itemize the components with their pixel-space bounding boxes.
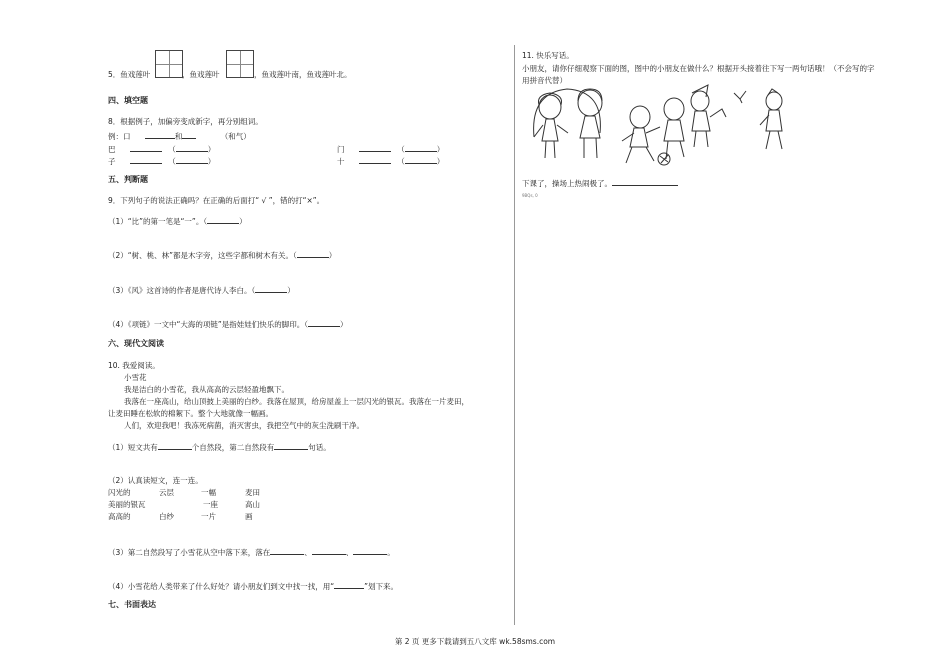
q9-statement-2 — [108, 249, 336, 261]
match-1d[interactable]: 麦田 — [245, 488, 260, 497]
q10-sub-1 — [108, 441, 331, 453]
q11-instructions-line-2: 用拼音代替） — [522, 76, 567, 85]
q9-s4-answer[interactable] — [308, 318, 340, 327]
q8-blank-shi[interactable] — [359, 155, 391, 164]
q5-part3: ，鱼戏莲叶南，鱼戏莲叶北。 — [254, 70, 352, 79]
q8-paren-close: ） — [207, 157, 216, 166]
q8-char-men: 门 — [337, 145, 345, 154]
match-2a[interactable]: 美丽的银瓦 — [108, 500, 146, 509]
q8-row-1-left — [108, 143, 215, 155]
q10-s3-end: 。 — [387, 548, 395, 557]
q11-writing-start: 下课了，操场上热闹极了。 — [522, 179, 612, 188]
q11-writing-prompt — [522, 177, 678, 189]
q8-word-shi[interactable] — [405, 155, 437, 164]
match-3c[interactable]: 一片 — [201, 512, 216, 521]
q10-s1-blank-2[interactable] — [274, 441, 308, 450]
q9-s3-answer[interactable] — [255, 284, 287, 293]
q8-row-2-left — [108, 155, 215, 167]
passage-title: 小雪花 — [124, 373, 147, 382]
q11-instructions-line-1: 小朋友，请你仔细观察下面的图，图中的小朋友在做什么？根据开头接着往下写一两句话哦！（不会写的字 — [522, 64, 875, 73]
q10-s4-a: （4）小雪花给人类带来了什么好处？请小朋友们到文中找一找，用“ — [108, 582, 335, 591]
char-grid-box-1[interactable] — [155, 50, 183, 78]
q8-blank-zi[interactable] — [130, 155, 162, 164]
q8-word-ba[interactable] — [176, 143, 208, 152]
match-3a[interactable]: 高高的 — [108, 512, 131, 521]
q9-stem: 9．下列句子的说法正确吗？在正确的后面打“ √ ”，错的打“×”。 — [108, 196, 325, 205]
q10-stem: 10. 我爱阅读。 — [108, 361, 160, 370]
char-grid-box-2[interactable] — [226, 50, 254, 78]
section-7-heading: 七、书面表达 — [108, 600, 156, 609]
q10-sub-3 — [108, 546, 395, 558]
q9-s1-text: （1）“比”的第一笔是“一”。（ — [108, 217, 208, 226]
q10-s1-c: 句话。 — [308, 443, 331, 452]
q8-word-men[interactable] — [405, 143, 437, 152]
q10-s3-blank-2[interactable] — [312, 546, 346, 555]
q10-s3-sep-2: 、 — [345, 548, 354, 557]
q10-s4-blank[interactable] — [334, 580, 364, 589]
q8-char-zi: 子 — [108, 157, 116, 166]
q9-s3-close: ） — [287, 286, 295, 295]
q11-tiny-note: 9BQs, 0 — [522, 193, 538, 198]
q10-s4-b: ”划下来。 — [364, 582, 399, 591]
q8-blank-ba[interactable] — [130, 143, 162, 152]
q8-paren-close: ） — [436, 145, 445, 154]
q8-example-paren: （和气） — [220, 132, 251, 141]
q11-writing-blank[interactable] — [612, 177, 678, 186]
q10-s3-blank-1[interactable] — [270, 546, 304, 555]
q5-part2: ，鱼戏莲叶 — [182, 70, 220, 79]
q8-paren-open: （ — [168, 157, 176, 166]
q9-s2-close: ） — [328, 251, 337, 260]
match-2c[interactable]: 高山 — [245, 500, 260, 509]
q10-s3-sep-1: 、 — [304, 548, 312, 557]
q10-sub-2: （2）认真读短文，连一连。 — [108, 476, 203, 485]
q8-example-blank — [145, 130, 175, 139]
children-playing-illustration — [522, 83, 787, 168]
q9-s2-answer[interactable] — [297, 249, 329, 258]
match-1a[interactable]: 闪光的 — [108, 488, 131, 497]
q9-s3-text: （3）《风》这首诗的作者是唐代诗人李白。（ — [108, 286, 256, 295]
q8-paren-open: （ — [397, 145, 405, 154]
q8-paren-close: ） — [436, 157, 445, 166]
section-4-heading: 四、填空题 — [108, 96, 148, 105]
q5-part1: 5．鱼戏莲叶 — [108, 70, 151, 79]
passage-para-2-line-1: 我落在一座高山，给山顶披上美丽的白纱。我落在屋顶，给房屋盖上一层闪光的银瓦。我落在一片麦田， — [124, 397, 469, 406]
match-1c[interactable]: 一幅 — [201, 488, 216, 497]
q10-s3-blank-3[interactable] — [353, 546, 387, 555]
q8-paren-close: ） — [207, 145, 216, 154]
q8-stem: 8．根据例子，加偏旁变成新字，再分别组词。 — [108, 117, 263, 126]
q9-statement-3 — [108, 284, 295, 296]
section-5-heading: 五、判断题 — [108, 175, 148, 184]
column-divider — [514, 45, 515, 625]
q9-s2-text: （2）“树、桃、林”都是木字旁，这些字都和树木有关。（ — [108, 251, 297, 260]
passage-para-1: 我是洁白的小雪花，我从高高的云层轻盈地飘下。 — [124, 385, 289, 394]
q8-example-blank-2 — [182, 130, 196, 139]
q9-s1-close: ） — [239, 217, 247, 226]
passage-para-3: 人们，欢迎我吧！我冻死病菌，消灭害虫，我把空气中的灰尘洗刷干净。 — [124, 421, 364, 430]
passage-para-2-line-2: 让麦田睡在松软的棉絮下。整个大地就像一幅画。 — [108, 409, 273, 418]
q9-statement-4 — [108, 318, 348, 330]
q9-s1-answer[interactable] — [207, 215, 239, 224]
match-1b[interactable]: 云层 — [159, 488, 174, 497]
q10-s1-blank-1[interactable] — [158, 441, 192, 450]
section-6-heading: 六、现代文阅读 — [108, 339, 164, 348]
q11-stem: 11. 快乐写话。 — [522, 51, 574, 60]
q9-statement-1 — [108, 215, 247, 227]
q8-row-1-right — [337, 143, 444, 155]
q8-blank-men[interactable] — [359, 143, 391, 152]
q8-char-ba: 巴 — [108, 145, 116, 154]
q10-s1-a: （1）短文共有 — [108, 443, 158, 452]
q9-s4-text: （4）《项链》一文中“大海的项链”是指娃娃们快乐的脚印。（ — [108, 320, 309, 329]
q10-s3-a: （3）第二自然段写了小雪花从空中落下来，落在 — [108, 548, 271, 557]
q8-example-word: 和 — [174, 132, 183, 141]
q9-s4-close: ） — [340, 320, 348, 329]
page-footer: 第 2 页 更多下载请到五八文库 wk.58sms.com — [394, 637, 556, 646]
q8-paren-open: （ — [168, 145, 176, 154]
match-3d[interactable]: 画 — [245, 512, 253, 521]
q10-s1-b: 个自然段，第二自然段有 — [191, 443, 275, 452]
q8-example — [108, 130, 251, 142]
match-3b[interactable]: 白纱 — [159, 512, 174, 521]
q8-paren-open: （ — [397, 157, 405, 166]
q8-word-zi[interactable] — [176, 155, 208, 164]
match-2b[interactable]: 一座 — [203, 500, 218, 509]
q8-example-label: 例：口 — [108, 132, 131, 141]
q8-row-2-right — [337, 155, 444, 167]
q10-sub-4 — [108, 580, 398, 592]
q8-char-shi: 十 — [337, 157, 345, 166]
